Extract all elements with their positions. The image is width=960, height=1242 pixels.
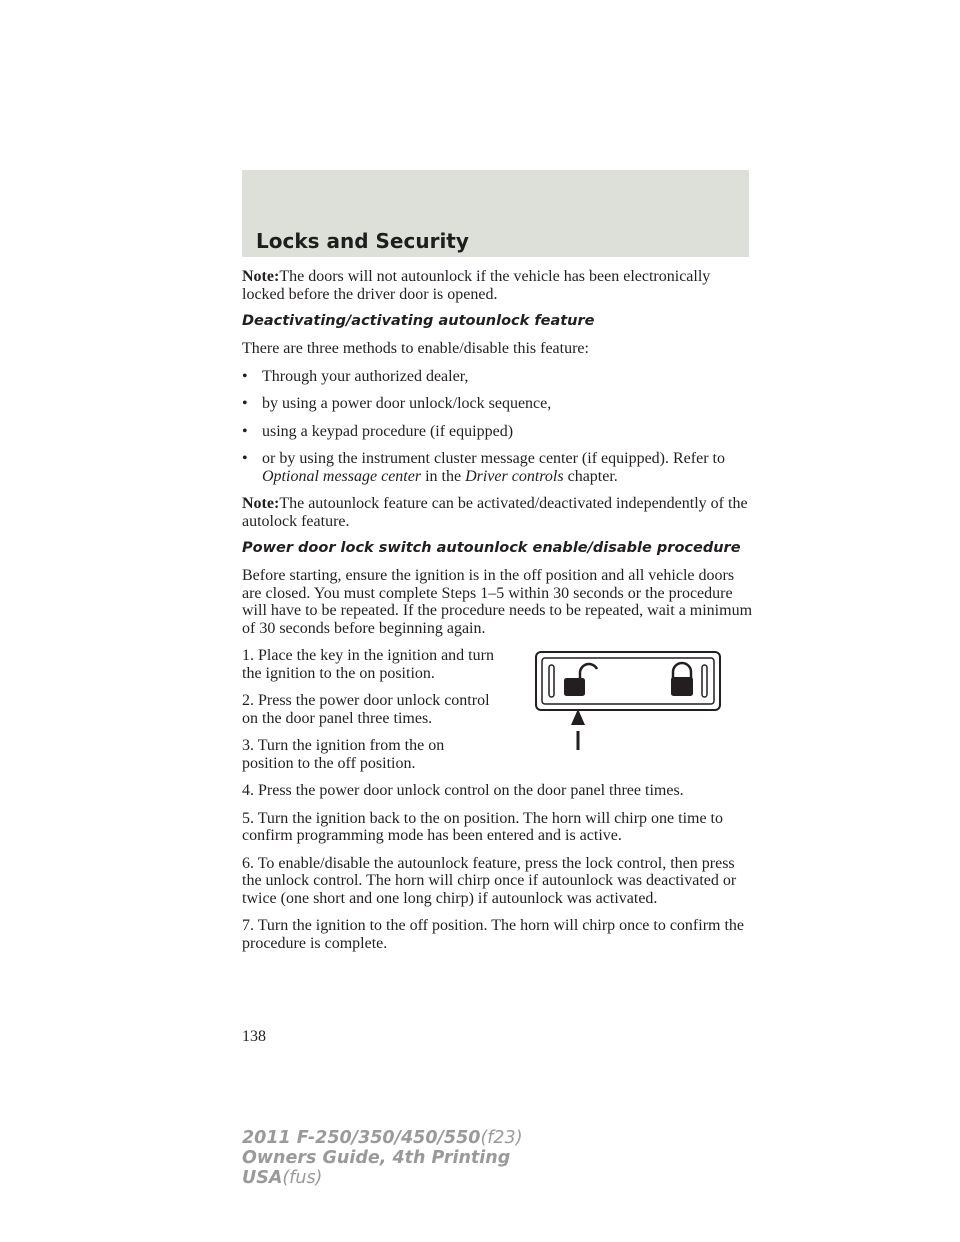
subheading-deactivating: Deactivating/activating autounlock feature bbox=[242, 313, 595, 329]
meta-line-market bbox=[242, 1168, 523, 1188]
door-lock-switch-figure bbox=[535, 651, 721, 751]
section-header-band bbox=[242, 170, 749, 257]
step-6: 6. To enable/disable the autounlock feature, press the lock control, then press the unlock control. The horn will chirp once if autounlock was deactivated or twice (one short and one long chirp) if autounlock was activated. bbox=[242, 854, 737, 907]
list-item-text: or by using the instrument cluster message center (if equipped). Refer to bbox=[262, 450, 725, 467]
bullet-glyph: • bbox=[242, 450, 248, 467]
lock-icon bbox=[671, 663, 693, 696]
step-2: 2. Press the power door unlock control on the door panel three times. bbox=[242, 692, 490, 727]
bullet-glyph: • bbox=[242, 422, 248, 440]
step-1: 1. Place the key in the ignition and turn the ignition to the on position. bbox=[242, 647, 494, 682]
methods-list bbox=[242, 368, 754, 486]
step-5: 5. Turn the ignition back to the on position. The horn will chirp one time to confirm programming mode has been entered and is active. bbox=[242, 809, 723, 844]
steps-left-column bbox=[242, 647, 497, 772]
switch-grip-right bbox=[702, 665, 707, 697]
meta-line-printing: Owners Guide, 4th Printing bbox=[242, 1148, 511, 1168]
list-item bbox=[242, 450, 754, 485]
page-number: 138 bbox=[242, 1028, 266, 1045]
step-7: 7. Turn the ignition to the off position. The horn will chirp once to confirm the procedure is complete. bbox=[242, 917, 745, 952]
list-item bbox=[242, 423, 754, 441]
meta-line-model bbox=[242, 1128, 523, 1148]
list-item bbox=[242, 395, 754, 413]
methods-intro: There are three methods to enable/disable this feature: bbox=[242, 340, 589, 357]
list-item-text: chapter. bbox=[563, 467, 618, 485]
meta-model-code: (f23) bbox=[480, 1128, 523, 1148]
unlock-icon bbox=[564, 664, 597, 696]
note-text: The doors will not autounlock if the vehicle has been electronically locked before the driver door is opened. bbox=[242, 268, 711, 303]
meta-market: USA bbox=[242, 1168, 283, 1188]
list-item-text: in the bbox=[421, 467, 466, 485]
note-label: Note: bbox=[242, 495, 280, 512]
bullet-glyph: • bbox=[242, 395, 248, 412]
step-4: 4. Press the power door unlock control on the door panel three times. bbox=[242, 782, 684, 799]
list-item-text: Through your authorized dealer, bbox=[262, 367, 469, 385]
note-label: Note: bbox=[242, 268, 280, 285]
bullet-glyph: • bbox=[242, 367, 248, 385]
list-item-text: using a keypad procedure (if equipped) bbox=[262, 422, 514, 440]
note-text: The autounlock feature can be activated/deactivated independently of the autolock feature. bbox=[242, 495, 748, 530]
note-independent bbox=[242, 495, 754, 530]
reference-driver-controls: Driver controls bbox=[465, 467, 564, 485]
document-meta bbox=[242, 1128, 523, 1188]
note-autounlock bbox=[242, 268, 754, 303]
switch-grip-left bbox=[549, 665, 554, 697]
list-item bbox=[242, 368, 754, 386]
page-content bbox=[242, 268, 754, 962]
section-title: Locks and Security bbox=[256, 229, 469, 253]
reference-optional-message-center: Optional message center bbox=[262, 467, 422, 485]
steps-with-figure bbox=[242, 647, 754, 772]
step-3: 3. Turn the ignition from the on position to the off position. bbox=[242, 737, 445, 772]
subheading-procedure: Power door lock switch autounlock enable/disable procedure bbox=[242, 540, 741, 556]
list-item-text: by using a power door unlock/lock sequence, bbox=[262, 395, 552, 412]
meta-model: 2011 F-250/350/450/550 bbox=[242, 1128, 481, 1148]
procedure-intro: Before starting, ensure the ignition is in the off position and all vehicle doors are closed. You must complete Steps 1–5 within 30 seconds or the procedure will have to be repeated. If the procedure needs to be repeated, wait a minimum of 30 seconds before beginning again. bbox=[242, 567, 753, 637]
arrow-icon bbox=[571, 709, 585, 750]
meta-market-code: (fus) bbox=[282, 1168, 323, 1188]
